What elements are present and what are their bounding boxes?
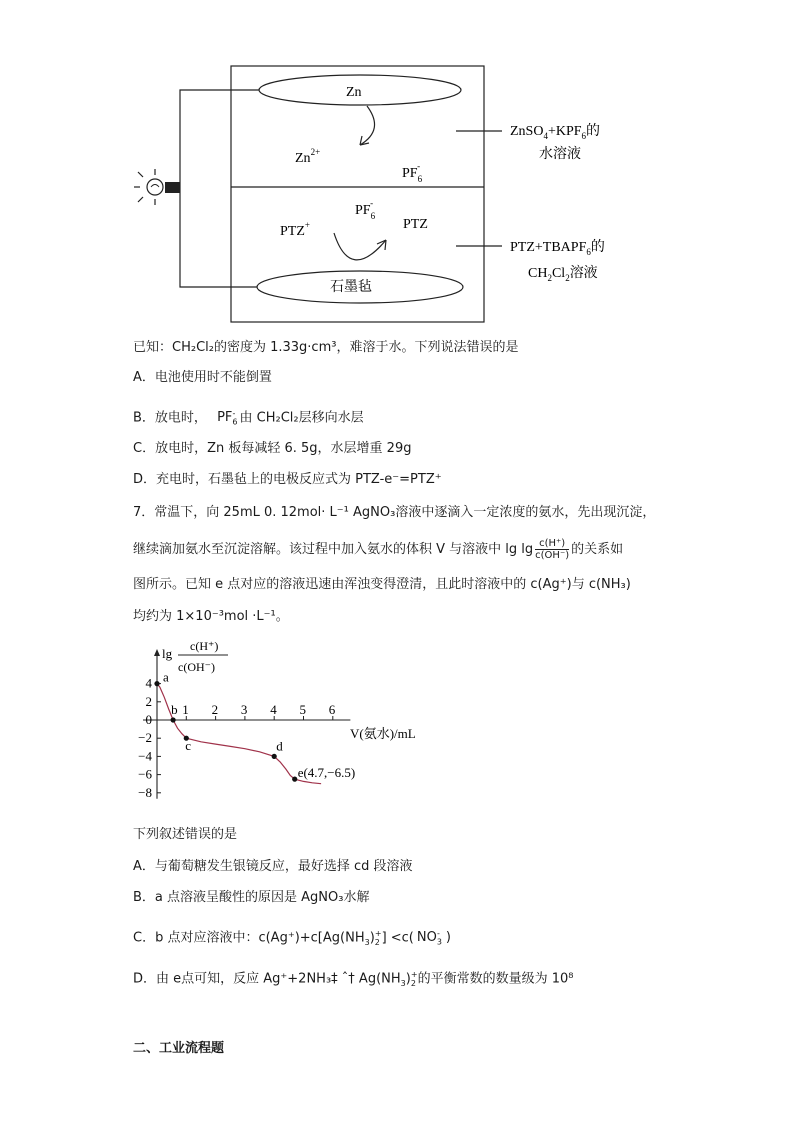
q7-stem-line3: 图所示。已知 e 点对应的溶液迅速由浑浊变得澄清，且此时溶液中的 c(Ag⁺)与 c(NH₃) (133, 577, 631, 592)
y-tick-label: 0 (145, 712, 152, 727)
zn-label: Zn (346, 85, 362, 100)
y-tick-label: −2 (138, 730, 152, 746)
y-tick-label: −8 (138, 784, 152, 800)
data-point-label: c (185, 738, 192, 754)
graphite-label: 石墨毡 (330, 280, 372, 295)
q6-option-b[interactable] (133, 405, 364, 432)
data-series-line (157, 684, 321, 784)
nitrate-ion: $NO_3^-$ (416, 929, 442, 947)
ptz-label: PTZ (403, 217, 428, 232)
q6-option-b-lead: B．放电时， (133, 410, 207, 426)
data-point-label: e(4.7,−6.5) (297, 765, 356, 781)
x-tick-label: 2 (211, 702, 219, 717)
y-tick-label: −4 (138, 748, 152, 764)
ratio-fraction: $\frac{c(H^+)}{c(OH^-)}$ (535, 538, 570, 561)
battery-diagram (0, 0, 794, 330)
data-point (272, 754, 277, 759)
x-tick-label: 3 (240, 702, 248, 717)
q7-option-c[interactable]: C．b 点对应溶液中：$c(Ag^+)+c[Ag(NH_3)_2^+] <c$( $NO_3^-$ ) (133, 929, 451, 947)
q6-option-c[interactable]: C．放电时，Zn 板每减轻 6. 5g，水层增重 29g (133, 441, 412, 456)
lower-solution-label: $PTZ+TBAPF_6$的 (510, 239, 605, 257)
q7-stem-line2: 继续滴加氨水至沉淀溶解。该过程中加入氨水的体积 V 与溶液中 lg lg $\frac{c(H^+)}{c(OH^-)}$ 的关系如 (133, 538, 624, 561)
q7-stem-line4: 均约为 1×10⁻³mol ·L⁻¹。 (133, 609, 289, 624)
q6-option-b-tail: 由 CH₂Cl₂层移向水层 (239, 410, 364, 426)
svg-text:c(OH⁻): c(OH⁻) (178, 660, 215, 674)
q6-option-d[interactable]: D．充电时，石墨毡上的电极反应式为 PTZ-e⁻=PTZ⁺ (133, 472, 442, 487)
upper-solution-label-2: 水溶液 (539, 147, 581, 162)
x-axis-label: V(氨水)/mL (350, 726, 416, 741)
q7-stem-line1: 7．常温下，向 25mL 0. 12mol· L⁻¹ AgNO₃溶液中逐滴入一定浓度的氨水，先出现沉淀， (133, 505, 656, 520)
q7-prompt: 下列叙述错误的是 (133, 827, 238, 842)
svg-text:c(H⁺): c(H⁺) (190, 639, 219, 653)
y-tick-label: −6 (138, 766, 152, 782)
data-point-label: a (163, 669, 169, 685)
section-title: 二、工业流程题 (133, 1041, 225, 1056)
upper-solution-label: $ZnSO_4+KPF_6$的 (510, 123, 601, 141)
pf6-upper-label: $PF_6-$ (402, 161, 423, 184)
q7-option-d[interactable]: D．由 e点可知，反应 Ag⁺+2NH₃‡ ˆ† $Ag(NH_3)_2^+$的平衡常数的数量级为 10⁸ (133, 970, 574, 988)
data-point (171, 717, 176, 722)
x-tick-label: 5 (299, 702, 306, 717)
zn-ion-label: $Zn^{2+}$ (295, 147, 321, 166)
y-axis-arrow (154, 649, 160, 656)
y-axis-label (162, 639, 228, 674)
x-tick-label: 1 (182, 702, 189, 717)
data-point-label: d (276, 738, 283, 754)
q6-option-a[interactable]: A．电池使用时不能倒置 (133, 370, 272, 385)
x-tick-label: 6 (328, 702, 336, 717)
light-bulb-icon (134, 169, 180, 205)
q6-known-text: 已知：CH₂Cl₂的密度为 1.33g·cm³，难溶于水。下列说法错误的是 (133, 340, 519, 355)
external-wire (180, 90, 259, 287)
data-point-label: b (171, 702, 178, 717)
x-tick-label: 4 (270, 702, 277, 717)
y-tick-label: 2 (145, 693, 152, 709)
q7-option-a[interactable]: A．与葡萄糖发生银镜反应，最好选择 cd 段溶液 (133, 859, 413, 874)
q7-option-b[interactable]: B．a 点溶液呈酸性的原因是 AgNO₃水解 (133, 890, 370, 905)
pf6-lower-label: $PF_6-$ (355, 198, 376, 221)
zn-oxidation-arrow (360, 106, 375, 145)
svg-text:lg: lg (162, 646, 173, 661)
data-point (154, 681, 159, 686)
ptz-plus-label: PTZ+ (280, 220, 310, 239)
titration-chart (130, 639, 416, 815)
data-point (292, 777, 297, 782)
y-tick-label: 4 (145, 675, 152, 691)
pf6-ion: $PF_6^-$ (217, 409, 238, 427)
ptz-arrow (334, 233, 386, 260)
lower-solution-label-2: $CH_2Cl_2$溶液 (528, 265, 598, 283)
